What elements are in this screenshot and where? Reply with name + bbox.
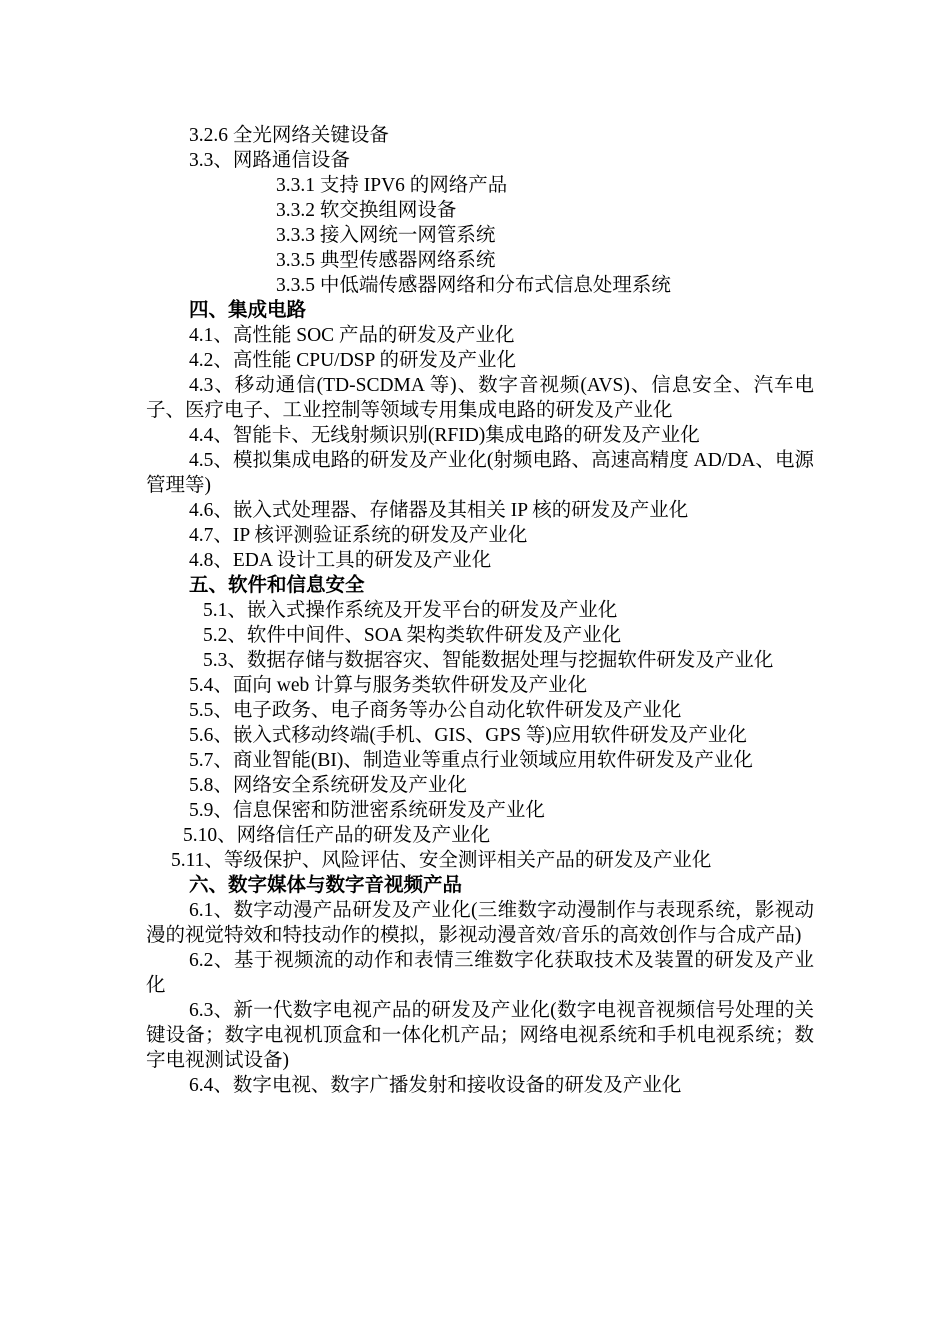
list-item-4-5: 4.5、模拟集成电路的研发及产业化(射频电路、高速高精度 AD/DA、电源管理等) — [146, 450, 814, 496]
list-item-4-2: 4.2、高性能 CPU/DSP 的研发及产业化 — [189, 350, 517, 371]
list-item-5-8: 5.8、网络安全系统研发及产业化 — [189, 775, 467, 796]
list-item-3-3-3: 3.3.3 接入网统一网管系统 — [276, 225, 496, 246]
section-heading-6: 六、数字媒体与数字音视频产品 — [189, 875, 463, 896]
list-item-4-4: 4.4、智能卡、无线射频识别(RFID)集成电路的研发及产业化 — [189, 425, 700, 446]
list-item-3-3-1: 3.3.1 支持 IPV6 的网络产品 — [276, 175, 508, 196]
list-item-5-6: 5.6、嵌入式移动终端(手机、GIS、GPS 等)应用软件研发及产业化 — [189, 725, 747, 746]
list-item-6-3: 6.3、新一代数字电视产品的研发及产业化(数字电视音视频信号处理的关键设备；数字电视机顶盒和一体化机产品；网络电视系统和手机电视系统；数字电视测试设备) — [146, 1000, 814, 1071]
list-item-6-1: 6.1、数字动漫产品研发及产业化(三维数字动漫制作与表现系统，影视动漫的视觉特效和特技动作的模拟，影视动漫音效/音乐的高效创作与合成产品) — [146, 900, 814, 946]
list-item-5-9: 5.9、信息保密和防泄密系统研发及产业化 — [189, 800, 545, 821]
document-body — [146, 123, 814, 1098]
list-item-3-3: 3.3、网路通信设备 — [189, 150, 350, 171]
list-item-3-2-6: 3.2.6 全光网络关键设备 — [189, 125, 389, 146]
list-item-6-2: 6.2、基于视频流的动作和表情三维数字化获取技术及装置的研发及产业化 — [146, 950, 814, 996]
section-heading-5: 五、软件和信息安全 — [189, 575, 365, 596]
list-item-5-5: 5.5、电子政务、电子商务等办公自动化软件研发及产业化 — [189, 700, 682, 721]
list-item-3-3-2: 3.3.2 软交换组网设备 — [276, 200, 457, 221]
list-item-5-4: 5.4、面向 web 计算与服务类软件研发及产业化 — [189, 675, 588, 696]
list-item-4-3: 4.3、移动通信(TD-SCDMA 等)、数字音视频(AVS)、信息安全、汽车电子、医疗电子、工业控制等领域专用集成电路的研发及产业化 — [146, 375, 814, 421]
list-item-4-7: 4.7、IP 核评测验证系统的研发及产业化 — [189, 525, 528, 546]
list-item-3-3-5-a: 3.3.5 典型传感器网络系统 — [276, 250, 496, 271]
list-item-6-4: 6.4、数字电视、数字广播发射和接收设备的研发及产业化 — [189, 1075, 682, 1096]
list-item-5-2: 5.2、软件中间件、SOA 架构类软件研发及产业化 — [203, 625, 622, 646]
list-item-4-1: 4.1、高性能 SOC 产品的研发及产业化 — [189, 325, 515, 346]
list-item-5-3: 5.3、数据存储与数据容灾、智能数据处理与挖掘软件研发及产业化 — [203, 650, 774, 671]
section-heading-4: 四、集成电路 — [189, 300, 307, 321]
list-item-4-8: 4.8、EDA 设计工具的研发及产业化 — [189, 550, 492, 571]
list-item-5-11: 5.11、等级保护、风险评估、安全测评相关产品的研发及产业化 — [171, 850, 712, 871]
list-item-5-1: 5.1、嵌入式操作系统及开发平台的研发及产业化 — [203, 600, 618, 621]
list-item-5-7: 5.7、商业智能(BI)、制造业等重点行业领域应用软件研发及产业化 — [189, 750, 753, 771]
list-item-4-6: 4.6、嵌入式处理器、存储器及其相关 IP 核的研发及产业化 — [189, 500, 689, 521]
list-item-5-10: 5.10、网络信任产品的研发及产业化 — [183, 825, 491, 846]
list-item-3-3-5-b: 3.3.5 中低端传感器网络和分布式信息处理系统 — [276, 275, 671, 296]
